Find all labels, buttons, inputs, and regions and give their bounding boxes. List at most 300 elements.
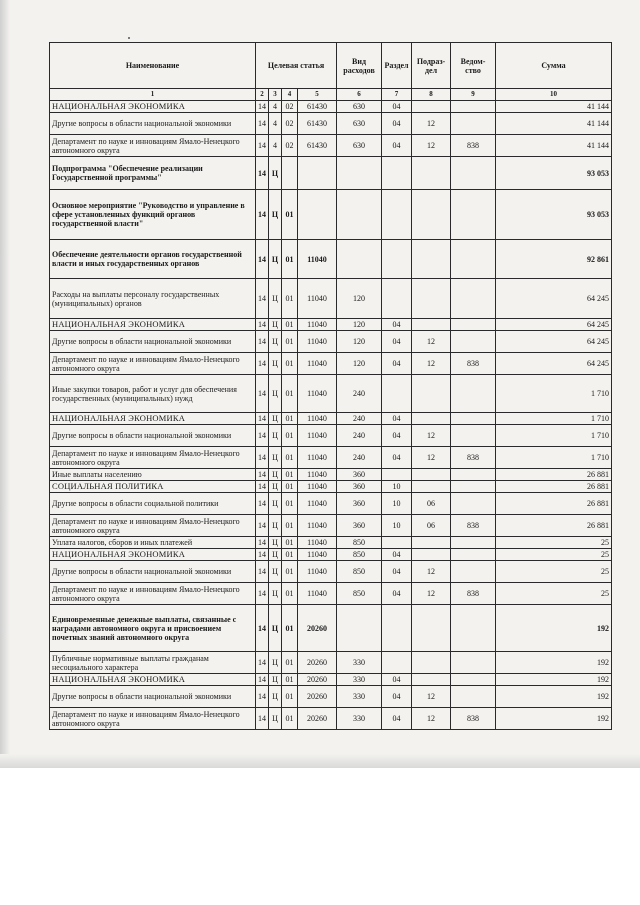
row-name: Иные закупки товаров, работ и услуг для обеспечения государственных (муниципальных) нужд xyxy=(50,375,256,413)
expense-type-cell: 120 xyxy=(337,353,382,375)
amount-cell: 192 xyxy=(496,674,612,686)
target-code-2: Ц xyxy=(269,481,282,493)
subsection-cell xyxy=(412,375,451,413)
target-code-3: 01 xyxy=(282,413,298,425)
row-name: Другие вопросы в области национальной экономики xyxy=(50,425,256,447)
subsection-cell: 12 xyxy=(412,561,451,583)
department-cell xyxy=(451,319,496,331)
department-cell xyxy=(451,375,496,413)
subsection-cell xyxy=(412,319,451,331)
table-row xyxy=(50,425,612,447)
expense-type-cell: 360 xyxy=(337,469,382,481)
target-code-2: 4 xyxy=(269,113,282,135)
target-code-2: 4 xyxy=(269,135,282,157)
row-name: Департамент по науке и инновациям Ямало-Ненецкого автономного округа xyxy=(50,708,256,730)
amount-cell: 64 245 xyxy=(496,353,612,375)
amount-cell: 26 881 xyxy=(496,493,612,515)
section-cell xyxy=(382,652,412,674)
section-cell: 04 xyxy=(382,413,412,425)
target-code-3: 01 xyxy=(282,708,298,730)
target-code-1: 14 xyxy=(256,447,269,469)
subsection-cell: 06 xyxy=(412,515,451,537)
table-row xyxy=(50,469,612,481)
table-row xyxy=(50,686,612,708)
target-code-3: 01 xyxy=(282,353,298,375)
target-code-1: 14 xyxy=(256,353,269,375)
target-code-4: 11040 xyxy=(298,279,337,319)
section-cell xyxy=(382,537,412,549)
table-row xyxy=(50,353,612,375)
subsection-cell xyxy=(412,240,451,279)
table-row xyxy=(50,481,612,493)
section-cell: 04 xyxy=(382,583,412,605)
row-name: НАЦИОНАЛЬНАЯ ЭКОНОМИКА xyxy=(50,674,256,686)
target-code-4: 11040 xyxy=(298,549,337,561)
target-code-1: 14 xyxy=(256,561,269,583)
target-code-3: 01 xyxy=(282,469,298,481)
column-number: 1 xyxy=(50,89,256,101)
target-code-4: 11040 xyxy=(298,425,337,447)
target-code-3: 01 xyxy=(282,686,298,708)
expense-type-cell: 240 xyxy=(337,447,382,469)
expense-type-cell: 360 xyxy=(337,493,382,515)
department-cell xyxy=(451,413,496,425)
subsection-cell: 12 xyxy=(412,113,451,135)
target-code-3: 01 xyxy=(282,674,298,686)
row-name: Департамент по науке и инновациям Ямало-Ненецкого автономного округа xyxy=(50,515,256,537)
amount-cell: 93 053 xyxy=(496,190,612,240)
row-name: НАЦИОНАЛЬНАЯ ЭКОНОМИКА xyxy=(50,549,256,561)
expense-type-cell: 850 xyxy=(337,561,382,583)
target-code-1: 14 xyxy=(256,425,269,447)
subsection-cell xyxy=(412,605,451,652)
target-code-4: 11040 xyxy=(298,240,337,279)
table-row xyxy=(50,279,612,319)
target-code-4: 11040 xyxy=(298,375,337,413)
target-code-4: 11040 xyxy=(298,319,337,331)
department-cell xyxy=(451,549,496,561)
target-code-1: 14 xyxy=(256,652,269,674)
table-row xyxy=(50,605,612,652)
subsection-cell xyxy=(412,157,451,190)
department-cell xyxy=(451,425,496,447)
section-cell: 04 xyxy=(382,135,412,157)
target-code-2: Ц xyxy=(269,353,282,375)
target-code-3: 01 xyxy=(282,537,298,549)
expense-type-cell: 120 xyxy=(337,279,382,319)
section-cell: 04 xyxy=(382,708,412,730)
amount-cell: 192 xyxy=(496,605,612,652)
target-code-4: 61430 xyxy=(298,113,337,135)
table-body xyxy=(50,101,612,730)
amount-cell: 192 xyxy=(496,708,612,730)
row-name: Другие вопросы в области национальной экономики xyxy=(50,561,256,583)
target-code-2: Ц xyxy=(269,157,282,190)
department-cell xyxy=(451,493,496,515)
section-cell: 04 xyxy=(382,686,412,708)
target-code-2: Ц xyxy=(269,425,282,447)
target-code-3: 01 xyxy=(282,447,298,469)
subsection-cell: 12 xyxy=(412,425,451,447)
amount-cell: 41 144 xyxy=(496,113,612,135)
subsection-cell xyxy=(412,279,451,319)
scan-speck xyxy=(128,37,130,39)
target-code-1: 14 xyxy=(256,101,269,113)
department-cell xyxy=(451,469,496,481)
row-name: Другие вопросы в области национальной экономики xyxy=(50,113,256,135)
table-row xyxy=(50,652,612,674)
expense-type-cell: 330 xyxy=(337,686,382,708)
subsection-cell: 12 xyxy=(412,583,451,605)
target-code-1: 14 xyxy=(256,319,269,331)
target-code-1: 14 xyxy=(256,605,269,652)
department-cell xyxy=(451,157,496,190)
row-name: Другие вопросы в области национальной экономики xyxy=(50,331,256,353)
section-cell: 04 xyxy=(382,319,412,331)
table-header-row xyxy=(50,43,612,89)
section-cell xyxy=(382,279,412,319)
expense-type-cell: 330 xyxy=(337,652,382,674)
department-cell xyxy=(451,481,496,493)
department-cell: 838 xyxy=(451,515,496,537)
target-code-4: 20260 xyxy=(298,652,337,674)
table-row xyxy=(50,157,612,190)
table-row xyxy=(50,413,612,425)
header-expense-type: Вид расходов xyxy=(337,43,382,89)
row-name: Иные выплаты населению xyxy=(50,469,256,481)
target-code-1: 14 xyxy=(256,686,269,708)
amount-cell: 64 245 xyxy=(496,319,612,331)
section-cell: 04 xyxy=(382,674,412,686)
row-name: СОЦИАЛЬНАЯ ПОЛИТИКА xyxy=(50,481,256,493)
target-code-1: 14 xyxy=(256,537,269,549)
target-code-4: 11040 xyxy=(298,413,337,425)
table-row xyxy=(50,447,612,469)
section-cell: 10 xyxy=(382,515,412,537)
section-cell: 04 xyxy=(382,425,412,447)
table-row xyxy=(50,561,612,583)
target-code-2: Ц xyxy=(269,652,282,674)
amount-cell: 1 710 xyxy=(496,413,612,425)
budget-table xyxy=(49,42,612,730)
target-code-2: Ц xyxy=(269,674,282,686)
expense-type-cell xyxy=(337,605,382,652)
row-name: Департамент по науке и инновациям Ямало-Ненецкого автономного округа xyxy=(50,447,256,469)
department-cell xyxy=(451,605,496,652)
amount-cell: 92 861 xyxy=(496,240,612,279)
section-cell: 04 xyxy=(382,331,412,353)
expense-type-cell: 240 xyxy=(337,413,382,425)
target-code-1: 14 xyxy=(256,469,269,481)
expense-type-cell xyxy=(337,157,382,190)
column-number: 3 xyxy=(269,89,282,101)
target-code-2: 4 xyxy=(269,101,282,113)
target-code-1: 14 xyxy=(256,515,269,537)
target-code-1: 14 xyxy=(256,481,269,493)
department-cell: 838 xyxy=(451,447,496,469)
department-cell xyxy=(451,101,496,113)
table-row xyxy=(50,375,612,413)
header-amount: Сумма xyxy=(496,43,612,89)
section-cell xyxy=(382,240,412,279)
department-cell xyxy=(451,331,496,353)
expense-type-cell: 630 xyxy=(337,113,382,135)
header-name: Наименование xyxy=(50,43,256,89)
target-code-2: Ц xyxy=(269,469,282,481)
target-code-1: 14 xyxy=(256,583,269,605)
table-row xyxy=(50,515,612,537)
expense-type-cell xyxy=(337,240,382,279)
table-row xyxy=(50,493,612,515)
subsection-cell xyxy=(412,549,451,561)
section-cell: 04 xyxy=(382,561,412,583)
target-code-2: Ц xyxy=(269,686,282,708)
expense-type-cell: 850 xyxy=(337,583,382,605)
target-code-4: 20260 xyxy=(298,605,337,652)
row-name: Публичные нормативные выплаты гражданам несоциального характера xyxy=(50,652,256,674)
target-code-2: Ц xyxy=(269,515,282,537)
section-cell: 04 xyxy=(382,113,412,135)
target-code-4: 11040 xyxy=(298,561,337,583)
target-code-2: Ц xyxy=(269,331,282,353)
section-cell xyxy=(382,375,412,413)
header-target: Целевая статья xyxy=(256,43,337,89)
row-name: Обеспечение деятельности органов государственной власти и иных государственных органов xyxy=(50,240,256,279)
row-name: Другие вопросы в области социальной политики xyxy=(50,493,256,515)
amount-cell: 192 xyxy=(496,686,612,708)
department-cell: 838 xyxy=(451,135,496,157)
header-department: Ведом-ство xyxy=(451,43,496,89)
amount-cell: 26 881 xyxy=(496,469,612,481)
target-code-3: 01 xyxy=(282,481,298,493)
row-name: НАЦИОНАЛЬНАЯ ЭКОНОМИКА xyxy=(50,101,256,113)
department-cell xyxy=(451,190,496,240)
target-code-1: 14 xyxy=(256,549,269,561)
table-row xyxy=(50,331,612,353)
expense-type-cell: 360 xyxy=(337,481,382,493)
table-row xyxy=(50,319,612,331)
header-subsection: Подраз-дел xyxy=(412,43,451,89)
column-number: 9 xyxy=(451,89,496,101)
target-code-1: 14 xyxy=(256,279,269,319)
target-code-3: 01 xyxy=(282,493,298,515)
target-code-2: Ц xyxy=(269,190,282,240)
target-code-3: 02 xyxy=(282,113,298,135)
table-row xyxy=(50,190,612,240)
target-code-1: 14 xyxy=(256,375,269,413)
row-name: Другие вопросы в области национальной экономики xyxy=(50,686,256,708)
department-cell: 838 xyxy=(451,583,496,605)
section-cell xyxy=(382,469,412,481)
department-cell xyxy=(451,652,496,674)
section-cell: 04 xyxy=(382,549,412,561)
column-number: 8 xyxy=(412,89,451,101)
subsection-cell: 12 xyxy=(412,331,451,353)
target-code-3: 01 xyxy=(282,331,298,353)
amount-cell: 41 144 xyxy=(496,101,612,113)
target-code-1: 14 xyxy=(256,157,269,190)
target-code-2: Ц xyxy=(269,708,282,730)
target-code-3: 01 xyxy=(282,240,298,279)
amount-cell: 93 053 xyxy=(496,157,612,190)
target-code-2: Ц xyxy=(269,549,282,561)
department-cell xyxy=(451,113,496,135)
subsection-cell: 12 xyxy=(412,135,451,157)
department-cell xyxy=(451,674,496,686)
subsection-cell xyxy=(412,652,451,674)
row-name: Департамент по науке и инновациям Ямало-Ненецкого автономного округа xyxy=(50,135,256,157)
expense-type-cell: 240 xyxy=(337,375,382,413)
target-code-3: 02 xyxy=(282,101,298,113)
target-code-1: 14 xyxy=(256,493,269,515)
section-cell xyxy=(382,157,412,190)
target-code-1: 14 xyxy=(256,708,269,730)
row-name: Расходы на выплаты персоналу государственных (муниципальных) органов xyxy=(50,279,256,319)
table-row xyxy=(50,240,612,279)
expense-type-cell: 330 xyxy=(337,674,382,686)
target-code-1: 14 xyxy=(256,674,269,686)
row-name: НАЦИОНАЛЬНАЯ ЭКОНОМИКА xyxy=(50,319,256,331)
subsection-cell: 12 xyxy=(412,353,451,375)
target-code-1: 14 xyxy=(256,240,269,279)
subsection-cell: 12 xyxy=(412,447,451,469)
target-code-3: 01 xyxy=(282,375,298,413)
target-code-1: 14 xyxy=(256,331,269,353)
target-code-2: Ц xyxy=(269,319,282,331)
column-number: 6 xyxy=(337,89,382,101)
subsection-cell xyxy=(412,481,451,493)
target-code-2: Ц xyxy=(269,583,282,605)
amount-cell: 25 xyxy=(496,537,612,549)
column-number: 2 xyxy=(256,89,269,101)
amount-cell: 26 881 xyxy=(496,481,612,493)
target-code-3: 01 xyxy=(282,279,298,319)
expense-type-cell: 360 xyxy=(337,515,382,537)
expense-type-cell: 120 xyxy=(337,319,382,331)
target-code-4: 61430 xyxy=(298,101,337,113)
amount-cell: 192 xyxy=(496,652,612,674)
target-code-3: 01 xyxy=(282,583,298,605)
row-name: Основное мероприятие "Руководство и управление в сфере установленных функций органов государственной власти" xyxy=(50,190,256,240)
department-cell xyxy=(451,561,496,583)
department-cell: 838 xyxy=(451,353,496,375)
subsection-cell: 06 xyxy=(412,493,451,515)
table-row xyxy=(50,113,612,135)
section-cell xyxy=(382,190,412,240)
target-code-3 xyxy=(282,157,298,190)
row-name: Департамент по науке и инновациям Ямало-Ненецкого автономного округа xyxy=(50,583,256,605)
target-code-2: Ц xyxy=(269,240,282,279)
column-number: 10 xyxy=(496,89,612,101)
target-code-2: Ц xyxy=(269,375,282,413)
target-code-4: 11040 xyxy=(298,493,337,515)
table-row xyxy=(50,101,612,113)
target-code-2: Ц xyxy=(269,413,282,425)
subsection-cell xyxy=(412,413,451,425)
expense-type-cell: 330 xyxy=(337,708,382,730)
target-code-2: Ц xyxy=(269,493,282,515)
column-number: 7 xyxy=(382,89,412,101)
row-name: НАЦИОНАЛЬНАЯ ЭКОНОМИКА xyxy=(50,413,256,425)
target-code-4: 11040 xyxy=(298,583,337,605)
target-code-4: 20260 xyxy=(298,686,337,708)
table-row xyxy=(50,708,612,730)
row-name: Единовременные денежные выплаты, связанные с наградами автономного округа и присвоением почетных званий автономного округа xyxy=(50,605,256,652)
target-code-3: 01 xyxy=(282,319,298,331)
target-code-2: Ц xyxy=(269,447,282,469)
section-cell: 04 xyxy=(382,101,412,113)
target-code-2: Ц xyxy=(269,537,282,549)
target-code-4: 11040 xyxy=(298,447,337,469)
section-cell xyxy=(382,605,412,652)
amount-cell: 25 xyxy=(496,583,612,605)
amount-cell: 25 xyxy=(496,561,612,583)
target-code-1: 14 xyxy=(256,135,269,157)
target-code-3: 01 xyxy=(282,605,298,652)
page-edge-shadow xyxy=(0,0,10,768)
expense-type-cell: 630 xyxy=(337,101,382,113)
amount-cell: 26 881 xyxy=(496,515,612,537)
amount-cell: 25 xyxy=(496,549,612,561)
department-cell: 838 xyxy=(451,708,496,730)
section-cell: 10 xyxy=(382,493,412,515)
target-code-4 xyxy=(298,190,337,240)
section-cell: 04 xyxy=(382,447,412,469)
amount-cell: 1 710 xyxy=(496,425,612,447)
target-code-2: Ц xyxy=(269,279,282,319)
target-code-3: 01 xyxy=(282,515,298,537)
target-code-2: Ц xyxy=(269,561,282,583)
expense-type-cell xyxy=(337,190,382,240)
target-code-4: 61430 xyxy=(298,135,337,157)
target-code-4: 11040 xyxy=(298,353,337,375)
column-number: 5 xyxy=(298,89,337,101)
subsection-cell xyxy=(412,469,451,481)
subsection-cell: 12 xyxy=(412,708,451,730)
column-number: 4 xyxy=(282,89,298,101)
target-code-4: 20260 xyxy=(298,674,337,686)
target-code-2: Ц xyxy=(269,605,282,652)
target-code-3: 01 xyxy=(282,549,298,561)
target-code-1: 14 xyxy=(256,113,269,135)
row-name: Уплата налогов, сборов и иных платежей xyxy=(50,537,256,549)
target-code-4: 20260 xyxy=(298,708,337,730)
subsection-cell xyxy=(412,101,451,113)
target-code-4 xyxy=(298,157,337,190)
target-code-3: 02 xyxy=(282,135,298,157)
department-cell xyxy=(451,686,496,708)
scan-bottom-edge xyxy=(0,754,640,768)
target-code-3: 01 xyxy=(282,652,298,674)
target-code-4: 11040 xyxy=(298,469,337,481)
target-code-4: 11040 xyxy=(298,537,337,549)
expense-type-cell: 630 xyxy=(337,135,382,157)
target-code-3: 01 xyxy=(282,190,298,240)
subsection-cell: 12 xyxy=(412,686,451,708)
amount-cell: 64 245 xyxy=(496,331,612,353)
section-cell: 10 xyxy=(382,481,412,493)
row-name: Подпрограмма "Обеспечение реализации Государственной программы" xyxy=(50,157,256,190)
expense-type-cell: 850 xyxy=(337,537,382,549)
department-cell xyxy=(451,279,496,319)
table-row xyxy=(50,537,612,549)
header-section: Раздел xyxy=(382,43,412,89)
expense-type-cell: 240 xyxy=(337,425,382,447)
target-code-1: 14 xyxy=(256,413,269,425)
target-code-3: 01 xyxy=(282,425,298,447)
target-code-1: 14 xyxy=(256,190,269,240)
department-cell xyxy=(451,537,496,549)
